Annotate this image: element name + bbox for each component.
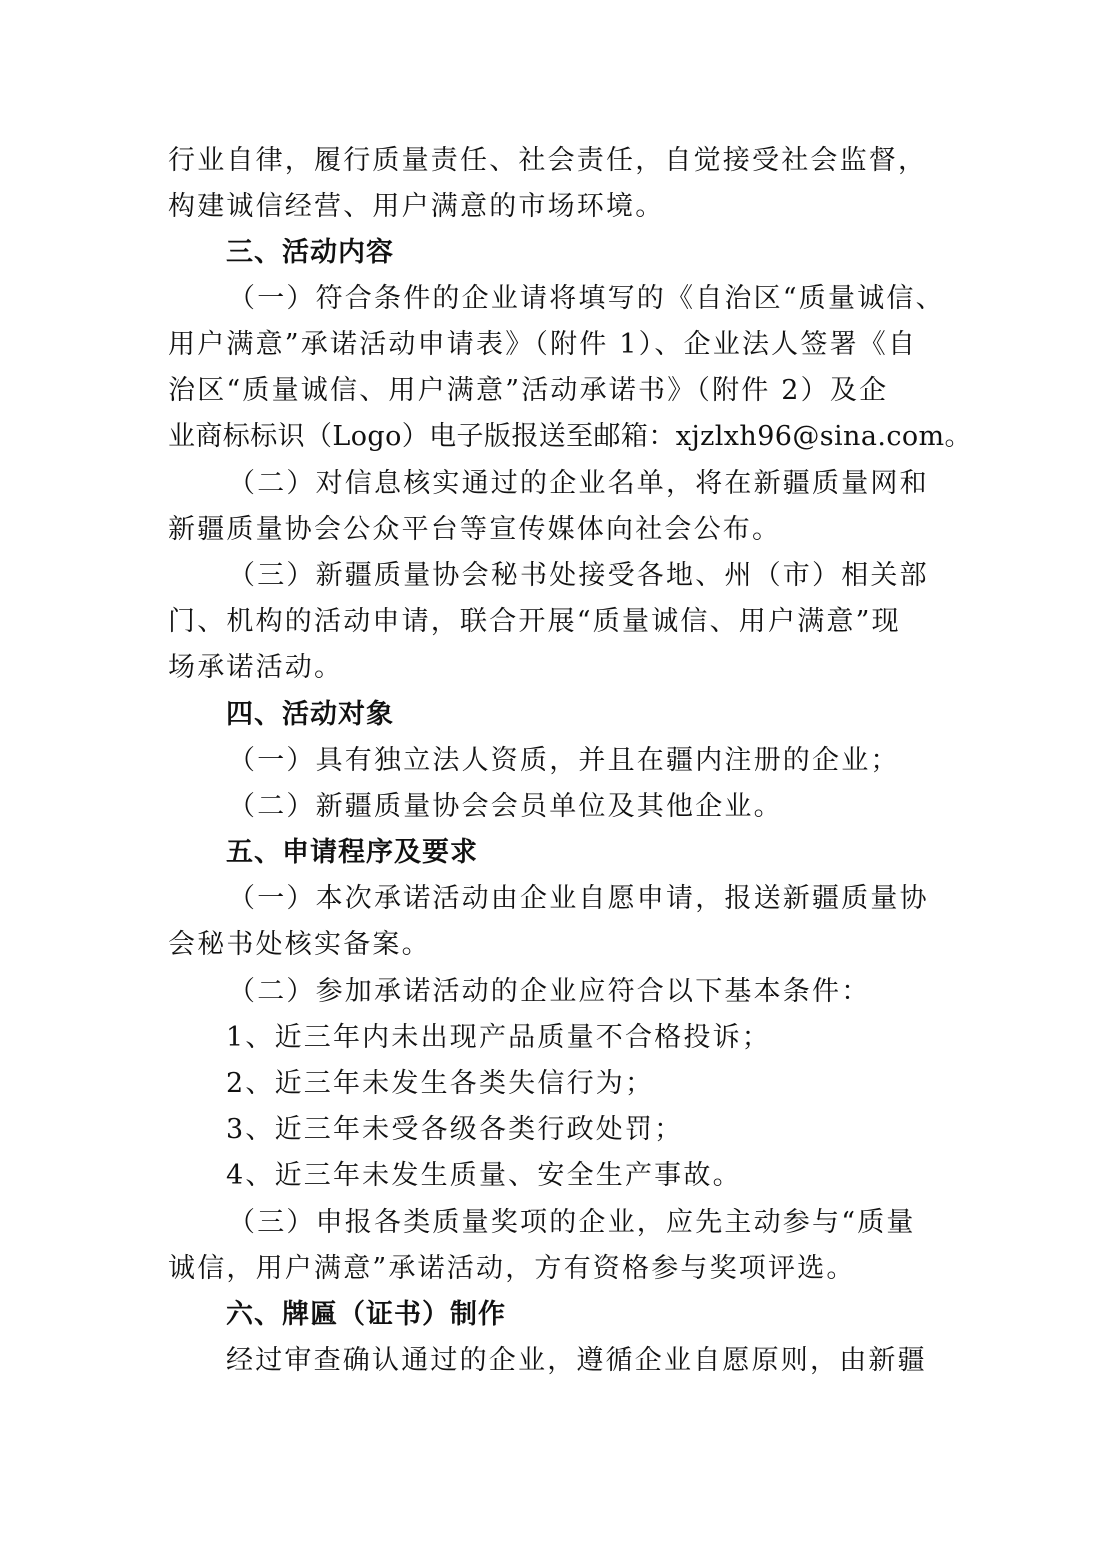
- paragraph-line: （三）新疆质量协会秘书处接受各地、州（市）相关部: [228, 560, 929, 591]
- paragraph-line: 行业自律，履行质量责任、社会责任，自觉接受社会监督，: [168, 145, 928, 176]
- paragraph-line: （二）对信息核实通过的企业名单，将在新疆质量网和: [228, 468, 929, 499]
- paragraph-line: 新疆质量协会公众平台等宣传媒体向社会公布。: [168, 514, 782, 545]
- section-heading-3: 三、活动内容: [226, 237, 394, 268]
- condition-item-4: 4、近三年未发生质量、安全生产事故。: [226, 1160, 742, 1191]
- paragraph-line: （二）参加承诺活动的企业应符合以下基本条件：: [228, 976, 871, 1007]
- paragraph-line: （一）本次承诺活动由企业自愿申请，报送新疆质量协: [228, 883, 929, 914]
- paragraph-line: 场承诺活动。: [168, 652, 344, 683]
- paragraph-line: 诚信，用户满意”承诺活动，方有资格参与奖项评选。: [168, 1253, 856, 1284]
- paragraph-line: 会秘书处核实备案。: [168, 929, 431, 960]
- condition-item-3: 3、近三年未受各级各类行政处罚；: [226, 1114, 684, 1145]
- paragraph-line: （一）具有独立法人资质，并且在疆内注册的企业；: [228, 745, 900, 776]
- paragraph-line: 门、机构的活动申请，联合开展“质量诚信、用户满意”现: [168, 606, 901, 637]
- section-heading-4: 四、活动对象: [226, 699, 394, 730]
- paragraph-line: （二）新疆质量协会会员单位及其他企业。: [228, 791, 783, 822]
- paragraph-line: （三）申报各类质量奖项的企业，应先主动参与“质量: [228, 1207, 916, 1238]
- section-heading-5: 五、申请程序及要求: [226, 837, 478, 868]
- paragraph-line: 经过审查确认通过的企业，遵循企业自愿原则，由新疆: [226, 1345, 927, 1376]
- paragraph-line: 治区“质量诚信、用户满意”活动承诺书》（附件 2）及企: [168, 375, 889, 406]
- section-heading-6: 六、牌匾（证书）制作: [226, 1299, 506, 1330]
- paragraph-line: （一）符合条件的企业请将填写的《自治区“质量诚信、: [228, 283, 945, 314]
- paragraph-line: 构建诚信经营、用户满意的市场环境。: [168, 191, 665, 222]
- condition-item-2: 2、近三年未发生各类失信行为；: [226, 1068, 655, 1099]
- paragraph-line-email: 业商标标识（Logo）电子版报送至邮箱：xjzlxh96@sina.com。: [168, 421, 972, 452]
- paragraph-line: 用户满意”承诺活动申请表》（附件 1）、企业法人签署《自: [168, 329, 918, 360]
- condition-item-1: 1、近三年内未出现产品质量不合格投诉；: [226, 1022, 771, 1053]
